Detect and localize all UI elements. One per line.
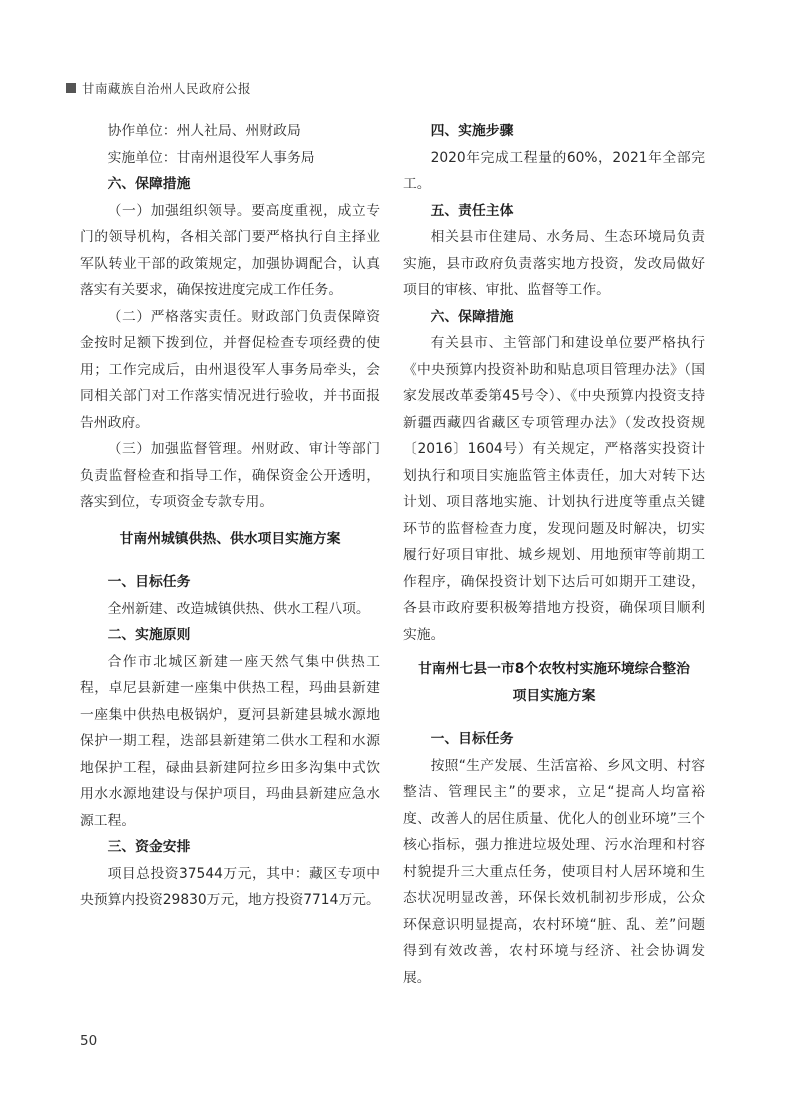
plan-title: 甘南州城镇供热、供水项目实施方案 xyxy=(119,530,341,547)
paragraph: 合作市北城区新建一座天然气集中供热工程，卓尼县新建一座集中供热工程，玛曲县新建一座集中供热电极锅炉，夏河县新建县城水源地保护一期工程，迭部县新建第二供水工程和水源地保护工程，碌曲县新建阿拉乡田多沟集中式饮用水水源地建设与保护项目，玛曲县新建应急水源工程。 xyxy=(80,653,380,829)
paragraph: （二）严格落实责任。财政部门负责保障资金按时足额下拨到位，并督促检查专项经费的使用；工作完成后，由州退役军人事务局牵头，会同相关部门对工作落实情况进行验收，并书面报告州政府。 xyxy=(80,308,380,431)
right-column xyxy=(403,118,705,991)
paragraph: 相关县市住建局、水务局、生态环境局负责实施，县市政府负责落实地方投资，发改局做好项目的审核、审批、监督等工作。 xyxy=(403,229,705,298)
plan-title: 项目实施方案 xyxy=(512,687,596,704)
section-heading: 六、保障措施 xyxy=(430,308,514,325)
section-heading: 三、资金安排 xyxy=(107,839,191,855)
publication-title: 甘南藏族自治州人民政府公报 xyxy=(82,81,252,96)
paragraph: 项目总投资37544万元，其中：藏区专项中央预算内投资29830万元，地方投资7714万元。 xyxy=(80,865,380,908)
section-heading: 一、目标任务 xyxy=(107,574,191,590)
paragraph: 全州新建、改造城镇供热、供水工程八项。 xyxy=(107,600,370,617)
paragraph: 2020年完成工程量的60%，2021年全部完工。 xyxy=(403,149,705,192)
paragraph: （一）加强组织领导。要高度重视，成立专门的领导机构，各相关部门要严格执行自主择业军队转业干部的政策规定，加强协调配合，认真落实有关要求，确保按进度完成工作任务。 xyxy=(80,202,380,298)
header-square-icon xyxy=(66,83,76,93)
section-heading: 五、责任主体 xyxy=(430,202,514,219)
page-number: 50 xyxy=(80,1033,98,1049)
paragraph: 按照“生产发展、生活富裕、乡风文明、村容整洁、管理民主”的要求，立足“提高人均富裕度、改善人的居住质量、优化人的创业环境”三个核心指标，强力推进垃圾处理、污水治理和村容村貌提升三大重点任务，使项目村人居环境和生态状况明显改善，环保长效机制初步形成，公众环保意识明显提高，农村环境“脏、乱、差”问题得到有效改善，农村环境与经济、社会协调发展。 xyxy=(403,757,705,986)
plan-title: 甘南州七县一市8个农牧村实施环境综合整治 xyxy=(418,661,690,677)
paragraph: （三）加强监督管理。州财政、审计等部门负责监督检查和指导工作，确保资金公开透明，落实到位，专项资金专款专用。 xyxy=(80,441,380,510)
page-header xyxy=(66,78,251,98)
left-column xyxy=(80,118,380,914)
paragraph: 实施单位：甘南州退役军人事务局 xyxy=(107,149,315,166)
section-heading: 四、实施步骤 xyxy=(430,123,514,139)
section-heading: 六、保障措施 xyxy=(107,176,191,192)
section-heading: 二、实施原则 xyxy=(107,627,191,643)
paragraph: 协作单位：州人社局、州财政局 xyxy=(107,123,301,139)
paragraph: 有关县市、主管部门和建设单位要严格执行《中央预算内投资补助和贴息项目管理办法》（国家发展改革委第45号令）、《中央预算内投资支持新疆西藏四省藏区专项管理办法》（发改投资规〔2016〕1604号）有关规定，严格落实投资计划执行和项目实施监管主体责任，加大对转下达计划、项目落地实施、计划执行进度等重点关键环节的监督检查力度，发现问题及时解决，切实履行好项目审批、城乡规划、用地预审等前期工作程序，确保投资计划下达后可如期开工建设，各县市政府要积极筹措地方投资，确保项目顺利实施。 xyxy=(403,335,705,643)
section-heading: 一、目标任务 xyxy=(430,731,514,747)
